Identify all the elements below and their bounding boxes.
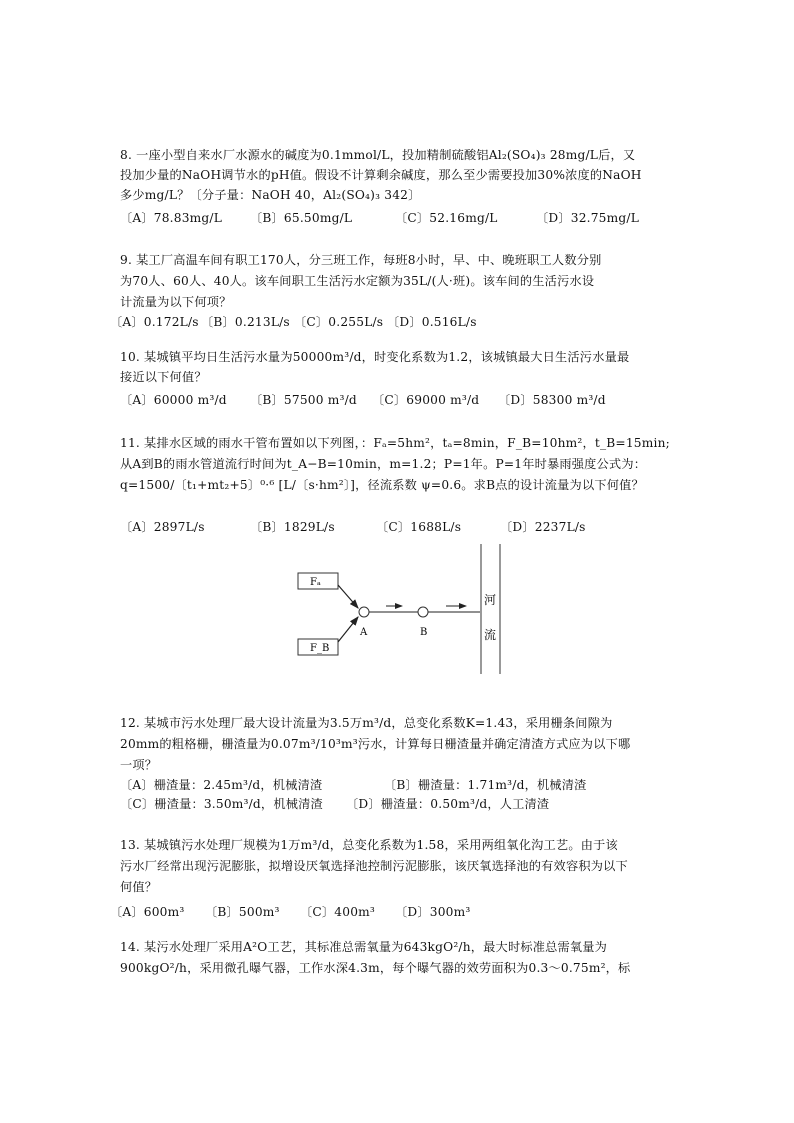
fa-label: Fₐ — [310, 577, 321, 588]
q9-options — [110, 313, 530, 331]
node-b-label: B — [420, 627, 428, 638]
q12-option-a: 〔A〕栅渣量：2.45m³/d，机械清渣 — [120, 778, 323, 792]
q8-option-c: 〔C〕52.16mg/L — [395, 211, 498, 225]
q9-option-c: 〔C〕0.255L/s — [294, 315, 384, 329]
fa-pipe-arrow — [338, 585, 358, 608]
q10-options — [120, 391, 680, 409]
q11-options — [120, 518, 640, 536]
q10-option-c: 〔C〕69000 m³/d — [372, 393, 480, 407]
q13-option-a: 〔A〕600m³ — [110, 905, 185, 919]
q9-option-d: 〔D〕0.516L/s — [387, 315, 477, 329]
q10-option-a: 〔A〕60000 m³/d — [120, 393, 227, 407]
q8-line-2: 投加少量的NaOH调节水的pH值。假设不计算剩余碱度，那么至少需要投加30%浓度的NaOH — [120, 168, 642, 182]
node-a-label: A — [360, 627, 368, 638]
river-label-2: 流 — [484, 628, 497, 642]
q12-line-2: 20mm的粗格栅，栅渣量为0.07m³/10³m³污水，计算每日栅渣量并确定清渣方式应为以下哪 — [120, 737, 631, 751]
q13-line-1: 13. 某城镇污水处理厂规模为1万m³/d，总变化系数为1.58，采用两组氧化沟工艺。由于该 — [120, 838, 618, 852]
q14-line-1: 14. 某污水处理厂采用A²O工艺，其标准总需氧量为643kgO²/h，最大时标准总需氧量为 — [120, 940, 608, 954]
q9-line-3: 计流量为以下何项？ — [120, 295, 232, 309]
q9-option-a: 〔A〕0.172L/s — [110, 315, 199, 329]
q9-line-2: 为70人、60人、40人。该车间职工生活污水定额为35L/(人·班)。该车间的生活污水设 — [120, 274, 595, 288]
q9-line-1: 9. 某工厂高温车间有职工170人，分三班工作，每班8小时，早、中、晚班职工人数分别 — [120, 253, 602, 267]
q12-option-b: 〔B〕栅渣量：1.71m³/d，机械清渣 — [384, 778, 587, 792]
q8-options — [120, 209, 680, 227]
q8-option-a: 〔A〕78.83mg/L — [120, 211, 223, 225]
q12-option-d: 〔D〕栅渣量：0.50m³/d，人工清渣 — [346, 797, 550, 811]
q13-options — [110, 903, 530, 921]
q10-line-1: 10. 某城镇平均日生活污水量为50000m³/d，时变化系数为1.2，该城镇最大日生活污水量最 — [120, 350, 630, 364]
q9-option-b: 〔B〕0.213L/s — [201, 315, 290, 329]
q13-option-d: 〔D〕300m³ — [395, 905, 471, 919]
rainwater-pipe-diagram — [290, 540, 510, 680]
q10-line-2: 接近以下何值？ — [120, 370, 207, 384]
q11-option-d: 〔D〕2237L/s — [500, 520, 586, 534]
q10-option-b: 〔B〕57500 m³/d — [250, 393, 357, 407]
q13-line-2: 污水厂经常出现污泥膨胀，拟增设厌氧选择池控制污泥膨胀，该厌氧选择池的有效容积为以下 — [120, 859, 628, 873]
q8-line-3: 多少mg/L？〔分子量：NaOH 40，Al₂(SO₄)₃ 342〕 — [120, 188, 421, 202]
q8-option-b: 〔B〕65.50mg/L — [250, 211, 353, 225]
q11-option-c: 〔C〕1688L/s — [376, 520, 462, 534]
q11-line-2: 从A到B的雨水管道流行时间为t_A−B=10min，m=1.2；P=1年。P=1年时暴雨强度公式为： — [120, 457, 647, 471]
q10-option-d: 〔D〕58300 m³/d — [498, 393, 606, 407]
q11-line-3: q=1500/〔t₁+mt₂+5〕⁰·⁶ [L/〔s·hm²〕]，径流系数 ψ=0.6。求B点的设计流量为以下何值？ — [120, 478, 644, 492]
q13-line-3: 何值？ — [120, 880, 158, 894]
q13-option-c: 〔C〕400m³ — [300, 905, 376, 919]
q12-option-c: 〔C〕栅渣量：3.50m³/d，机械清渣 — [120, 797, 323, 811]
q12-line-1: 12. 某城市污水处理厂最大设计流量为3.5万m³/d，总变化系数K=1.43，采用栅条间隙为 — [120, 716, 613, 730]
fb-pipe-arrow — [338, 617, 358, 642]
q12-line-3: 一项？ — [120, 758, 158, 772]
q13-option-b: 〔B〕500m³ — [205, 905, 280, 919]
q8-option-d: 〔D〕32.75mg/L — [536, 211, 639, 225]
q11-option-b: 〔B〕1829L/s — [250, 520, 335, 534]
q11-line-1: 11. 某排水区域的雨水干管布置如以下列图，：Fₐ=5hm²，tₐ=8min，F_B=10hm²，t_B=15min; — [120, 436, 670, 450]
q14-line-2: 900kgO²/h，采用微孔曝气器，工作水深4.3m，每个曝气器的效劳面积为0.3～0.75m²，标 — [120, 961, 631, 975]
node-b — [418, 607, 428, 617]
river-label-1: 河 — [484, 593, 497, 607]
q8-line-1: 8. 一座小型自来水厂水源水的碱度为0.1mmol/L，投加精制硫酸铝Al₂(SO₄)₃ 28mg/L后，又 — [120, 148, 636, 162]
node-a — [359, 607, 369, 617]
fb-label: F_B — [310, 643, 330, 654]
q11-option-a: 〔A〕2897L/s — [120, 520, 205, 534]
